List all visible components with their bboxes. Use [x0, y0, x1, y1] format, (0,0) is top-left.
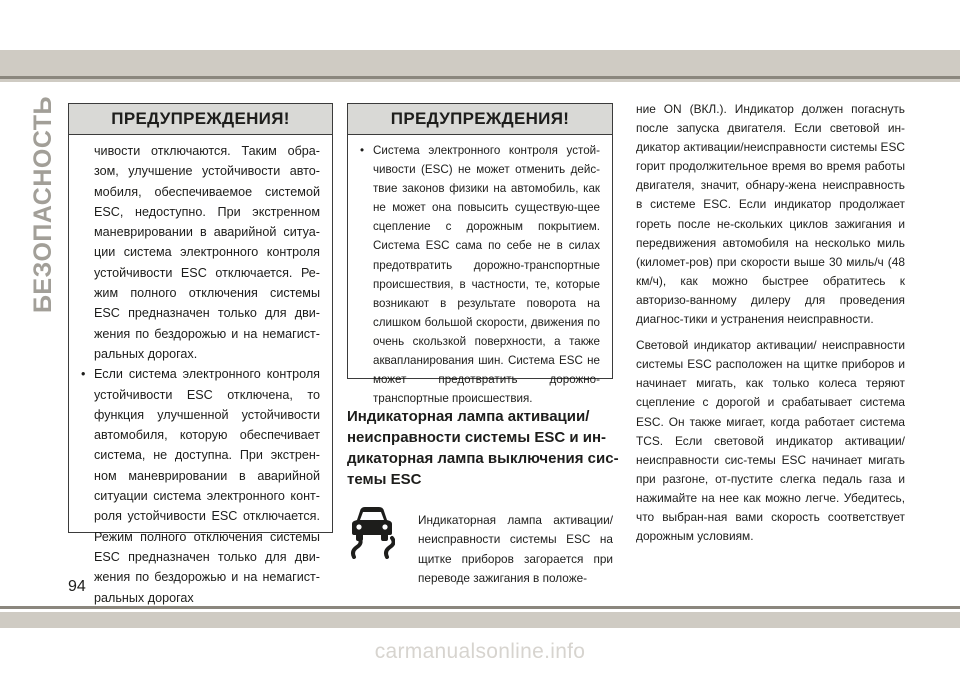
body-paragraph: Световой индикатор активации/ неисправности системы ESC расположен на щитке приборов и начинает мигать, как только колеса теряют сцепление с дорогой и срабатывает система ESC. Он также мигает, когда работает система TCS. Если световой индикатор активации/неисправности сис-темы ESC начинает мигать при разгоне, от-пустите слегка педаль газа и нажимайте на нее как можно легче. Убедитесь, что выбран-ная вами скорость соответствует дорожным условиям. [636, 338, 905, 544]
section-heading-line: дикаторная лампа выключения сис- [347, 450, 619, 467]
warning-body [348, 135, 612, 408]
warning-bullet: • Если система электронного контроля устойчивости ESC отключена, то функция улучшенной устойчивости автомобиля, которую обеспечивает система, не доступна. При экстрен-ном маневрировании в аварийной ситуации система электронного конт-роля устойчивости ESC отключается. Режим полного отключения системы ESC предназначен только для дви-жения по бездорожью и на немагист-ральных дорогах [79, 364, 320, 608]
section-tab-label: БЕЗОПАСНОСТЬ [29, 95, 58, 313]
warning-bullet: • Система электронного контроля устой-чивости (ESC) не может отменить дейс-твие законов физики на автомобиль, как не может она повысить существую-щее сцепление с дорожным покрытием. Система ESC сама по себе не в силах предотвратить дорожно-транспортные происшествия, в частности, те, которые возникают в результате поворота на слишком большой скорости, движения по очень скользкой поверхности, а также аквапланирования шин. Система ESC не может предотвратить дорожно-транспортные происшествия. [358, 141, 600, 408]
right-column [636, 100, 905, 546]
footer-rule [0, 606, 960, 609]
warning-bullet-list [79, 364, 320, 608]
body-paragraph: ние ON (ВКЛ.). Индикатор должен погаснуть после запуска двигателя. Если световой ин-дикатор активации/неисправности системы ESC горит продолжительное время во время работы двигателя, значит, обнару-жена неисправность в системе ESC. Если индикатор продолжает гореть после не-скольких циклов зажигания и передвижения автомобиля на несколько миль (километ-ров) при скорости выше 30 миль/ч (48 км/ч), как можно быстрее обратитесь к авторизо-ванному дилеру для проведения диагнос-тики и устранения неисправности. [636, 102, 905, 327]
esc-skidding-car-icon [349, 505, 395, 559]
warning-body [69, 135, 332, 608]
section-tab [29, 95, 58, 313]
watermark: carmanualsonline.info [374, 640, 586, 663]
indicator-paragraph: Индикаторная лампа активации/ неисправности системы ESC на щитке приборов загорается при переводе зажигания в положе- [418, 513, 613, 585]
header-rule [0, 76, 960, 79]
section-heading-line: неисправности системы ESC и ин- [347, 429, 606, 446]
warning-title: ПРЕДУПРЕЖДЕНИЯ! [348, 104, 612, 135]
footer-band [0, 612, 960, 628]
page-number: 94 [68, 578, 86, 595]
warning-title: ПРЕДУПРЕЖДЕНИЯ! [69, 104, 332, 135]
section-heading-line: Индикаторная лампа активации/ [347, 408, 590, 425]
section-heading-line: темы ESC [347, 471, 422, 488]
warning-continuation-text: чивости отключаются. Таким обра-зом, улучшение устойчивости авто-мобиля, обеспечиваемое системой ESC, недоступно. При экстренном маневрировании в аварийной ситуа-ции система электронного контроля устойчивости ESC отключается. Ре-жим полного отключения системы ESC предназначен только для дви-жения по бездорожью и на немагист-ральных дорогах. [94, 144, 320, 361]
warning-box-middle [347, 103, 613, 406]
section-heading [347, 406, 619, 490]
warning-bullet-list [358, 141, 600, 408]
